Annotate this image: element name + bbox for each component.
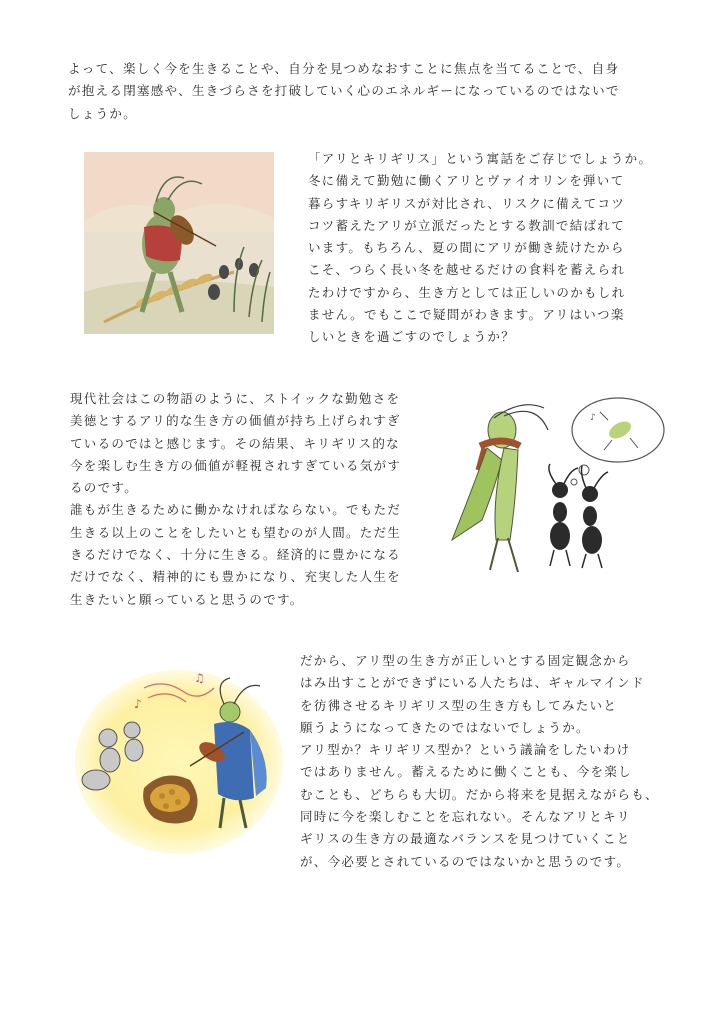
text-line: 同時に今を楽しむことを忘れない。そんなアリとキリ	[300, 809, 631, 825]
grasshopper-and-ants-illustration	[432, 390, 670, 580]
text-line: きるだけでなく、十分に生きる。経済的に豊かになる	[70, 547, 401, 563]
text-line: たわけですから、生き方としては正しいのかもしれ	[308, 284, 626, 300]
text-line: アリ型か？キリギリス型か？という議論をしたいわけ	[300, 742, 631, 758]
text-line: を彷彿させるキリギリス型の生き方もしてみたいと	[300, 697, 618, 713]
text-line: コツ蓄えたアリが立派だったとする教訓で結ばれて	[308, 217, 625, 233]
conclusion-paragraph	[300, 650, 672, 873]
text-line: 生きる以上のことをしたいとも望むのが人間。ただ生	[70, 524, 402, 540]
text-line: ません。でもここで疑問がわきます。アリはいつ楽	[308, 307, 625, 323]
society-paragraph	[70, 388, 424, 611]
fable-paragraph	[308, 148, 680, 349]
text-line: 生きたいと願っていると思うのです。	[70, 591, 304, 607]
text-line: ギリスの生き方の最適なバランスを見つけていくこと	[300, 831, 631, 847]
text-line: が抱える閉塞感や、生きづらさを打破していく心のエネルギーになっているのではないで	[68, 83, 620, 99]
text-line: 今を楽しむ生き方の価値が軽視されすぎている気がす	[70, 457, 402, 473]
text-line: よって、楽しく今を生きることや、自分を見つめなおすことに焦点を当てることで、自身	[68, 61, 620, 76]
text-line: だから、アリ型の生き方が正しいとする固定観念から	[300, 653, 631, 668]
text-line: ではありません。蓄えるために働くことも、今を楽し	[300, 764, 632, 780]
text-line: こそ、つらく長い冬を越せるだけの食料を蓄えられ	[308, 262, 626, 278]
text-line: 冬に備えて勤勉に働くアリとヴァイオリンを弾いて	[308, 173, 625, 189]
text-line: ているのではと感じます。その結果、キリギリス的な	[70, 435, 400, 451]
text-line: るのです。	[70, 480, 139, 496]
text-line: はみ出すことができずにいる人たちは、ギャルマインド	[300, 675, 645, 691]
intro-paragraph	[68, 58, 668, 125]
text-line: います。もちろん、夏の間にアリが働き続けたから	[308, 240, 625, 256]
text-line: 「アリとキリギリス」という寓話をご存じでしょうか。	[308, 151, 653, 166]
text-line: が、今必要とされているのではないかと思うのです。	[300, 853, 631, 869]
svg-text:♪: ♪	[590, 413, 596, 423]
text-line: だけでなく、精神的にも豊かになり、充実した人生を	[70, 569, 401, 585]
svg-text:♫: ♫	[194, 671, 205, 685]
text-line: むことも、どちらも大切。だから将来を見据えながらも、	[300, 786, 659, 802]
text-line: しょうか。	[68, 105, 138, 121]
svg-text:♪: ♪	[134, 697, 142, 711]
text-line: 願うようになってきたのではないでしょうか。	[300, 719, 590, 735]
ants-grasshopper-feast-illustration	[74, 668, 284, 856]
text-line: 現代社会はこの物語のように、ストイックな勤勉さを	[70, 391, 401, 406]
grasshopper-violin-vintage-illustration	[84, 152, 274, 334]
text-line: 誰もが生きるために働かなければならない。でもただ	[70, 502, 402, 518]
text-line: 美徳とするアリ的な生き方の価値が持ち上げられすぎ	[70, 413, 401, 429]
text-line: 暮らすキリギリスが対比され、リスクに備えてコツ	[308, 195, 626, 211]
text-line: しいときを過ごすのでしょうか？	[308, 329, 516, 345]
